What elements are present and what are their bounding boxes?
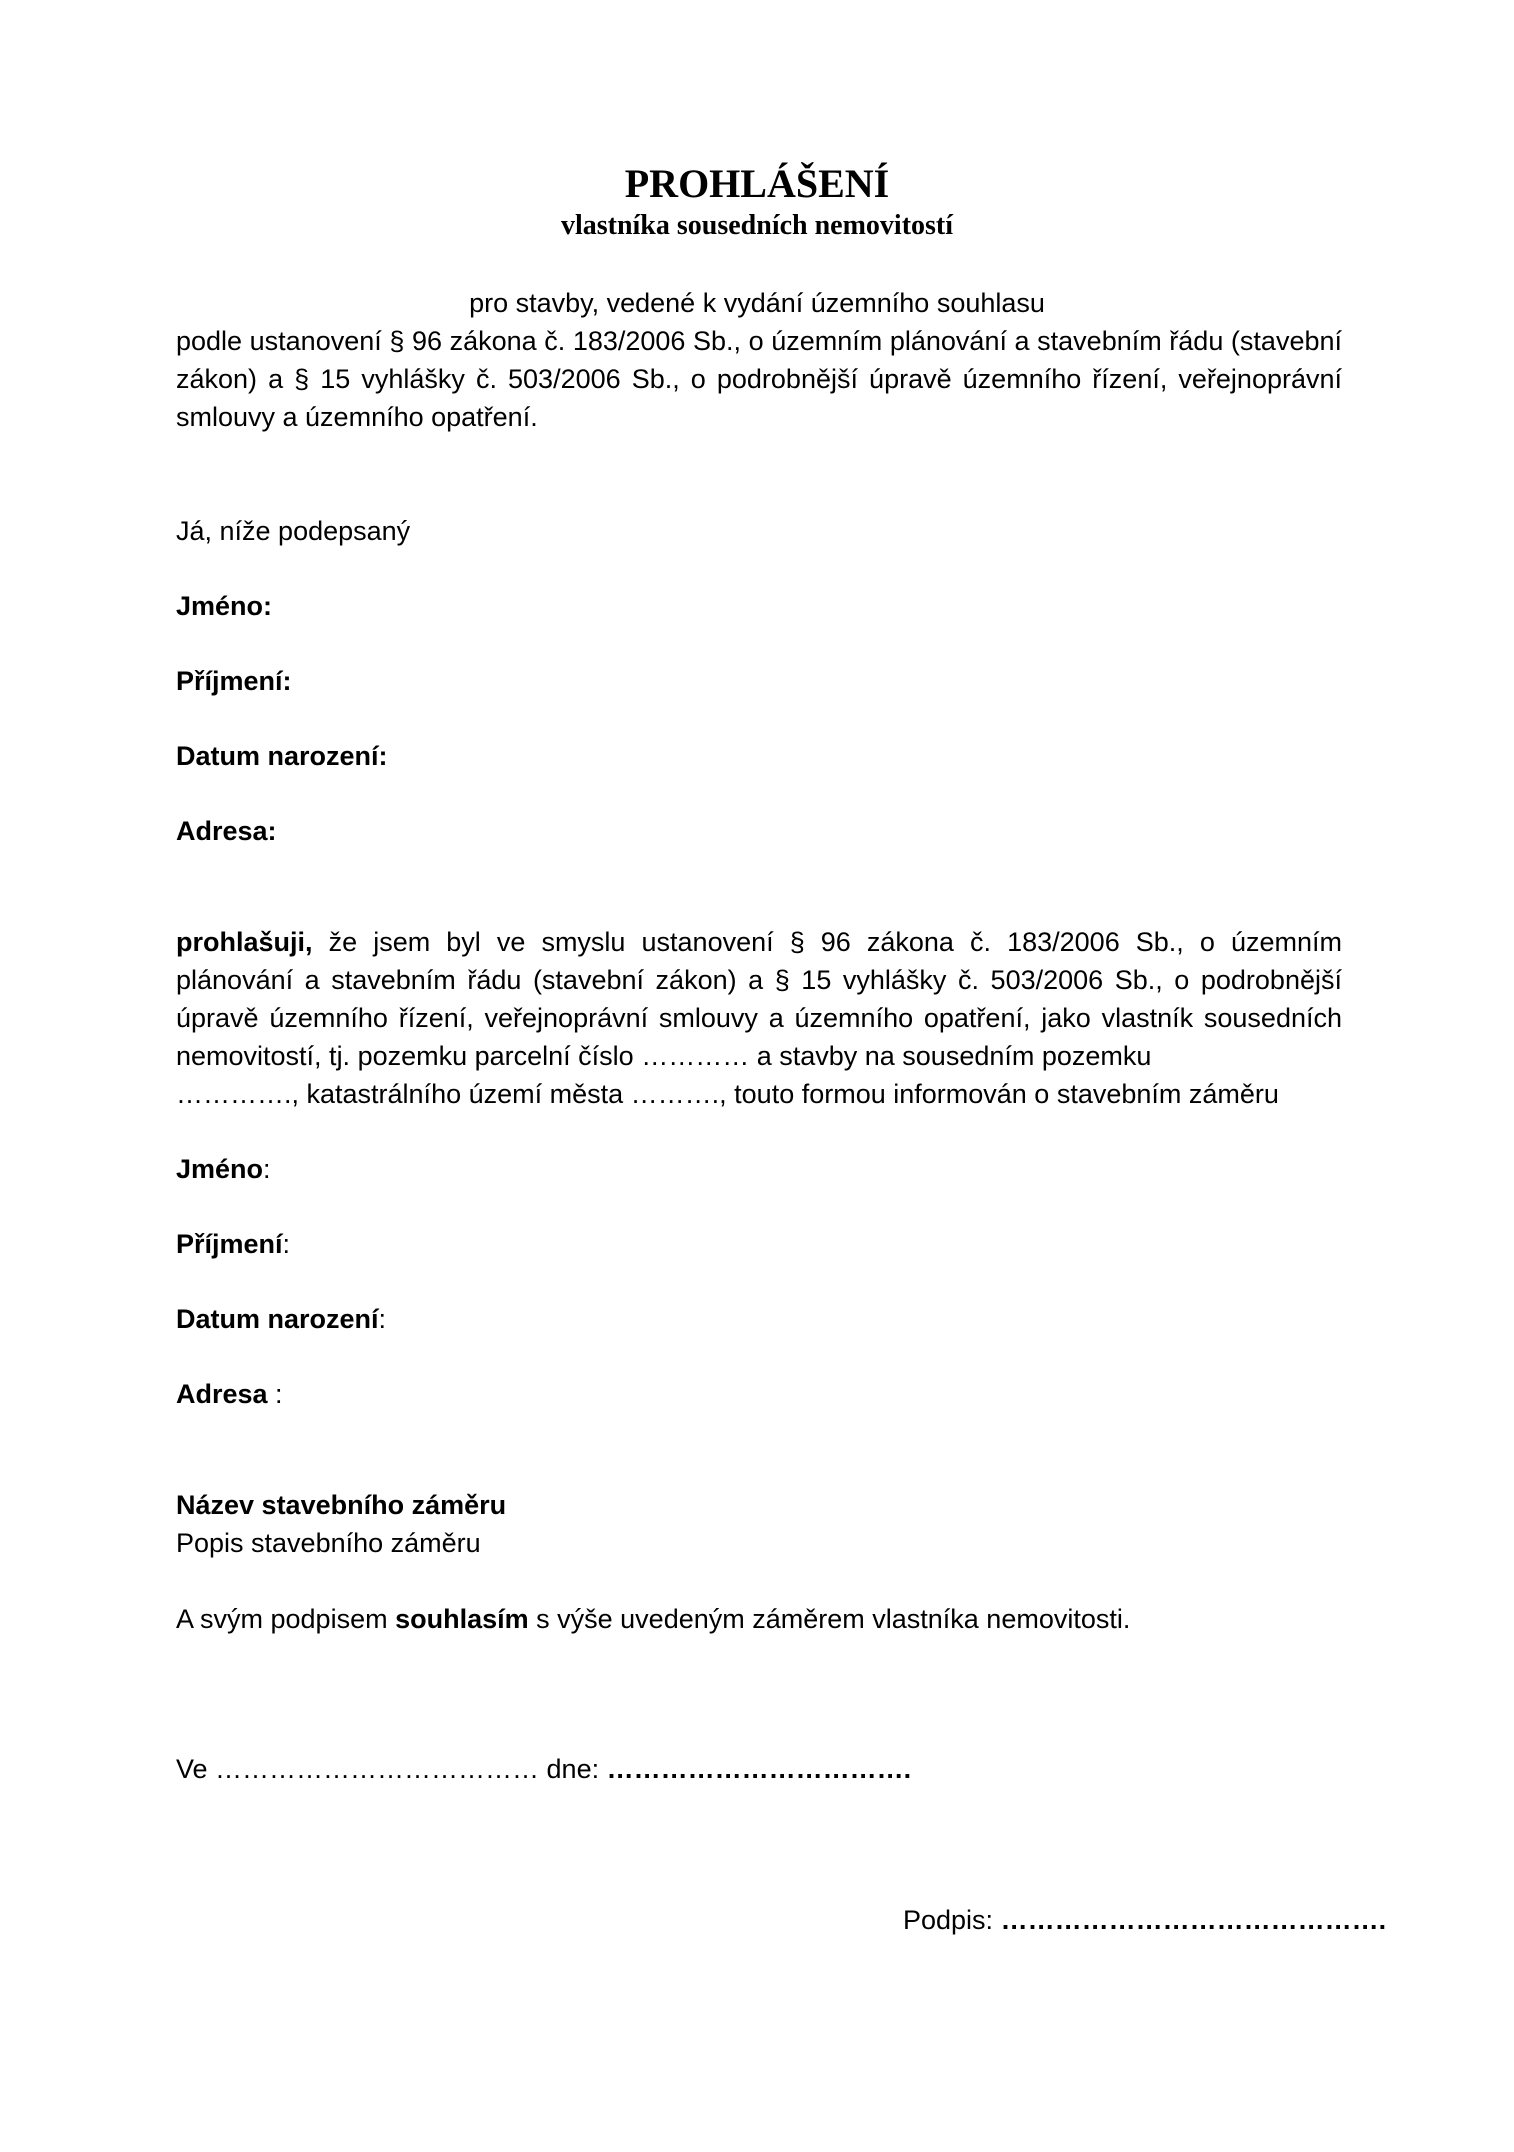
- declaration-last-line: …………., katastrálního území města ………., touto formou informován o stavebním záměru: [176, 1079, 1279, 1109]
- declaration-paragraph: [176, 923, 1342, 1075]
- builder-birthdate-label: Datum narození:: [176, 1304, 387, 1334]
- project-description: Popis stavebního záměru: [176, 1528, 481, 1558]
- project-name: Název stavebního záměru: [176, 1490, 507, 1520]
- signatory-address-label: Adresa:: [176, 816, 277, 846]
- intro-paragraph: podle ustanovení § 96 zákona č. 183/2006 Sb., o územním plánování a stavebním řádu (stavební zákon) a § 15 vyhlášky č. 503/2006 Sb., o podrobnější úpravě územního řízení, veřejnoprávní smlouvy a územního opatření.: [176, 326, 1342, 432]
- consent-statement: A svým podpisem souhlasím s výše uvedeným záměrem vlastníka nemovitosti.: [176, 1604, 1131, 1634]
- declaration-text: že jsem byl ve smyslu ustanovení § 96 zákona č. 183/2006 Sb., o územním plánování a stavebním řádu (stavební zákon) a § 15 vyhlášky č. 503/2006 Sb., o podrobnější úpravě územního řízení, veřejnoprávní smlouvy a územního opatření, jako vlastník sousedních nemovitostí, tj. pozemku parcelní číslo ………… a stavby na sousedním pozemku: [176, 927, 1342, 1071]
- intro-centered-line: pro stavby, vedené k vydání územního souhlasu: [469, 288, 1045, 318]
- declaration-lead: prohlašuji,: [176, 927, 313, 957]
- builder-address-label: Adresa :: [176, 1379, 283, 1409]
- signatory-name-label: Jméno:: [176, 591, 273, 621]
- builder-name-label: Jméno:: [176, 1154, 271, 1184]
- place-date-line: Ve ……………………………… dne: …………………………….: [176, 1754, 912, 1784]
- document-title: PROHLÁŠENÍ: [624, 161, 890, 206]
- document-subtitle: vlastníka sousedních nemovitostí: [560, 210, 954, 241]
- signatory-intro: Já, níže podepsaný: [176, 516, 411, 546]
- signature-line: Podpis: …………………………………….: [903, 1905, 1387, 1935]
- signatory-surname-label: Příjmení:: [176, 666, 292, 696]
- builder-surname-label: Příjmení:: [176, 1229, 291, 1259]
- signatory-birthdate-label: Datum narození:: [176, 741, 388, 771]
